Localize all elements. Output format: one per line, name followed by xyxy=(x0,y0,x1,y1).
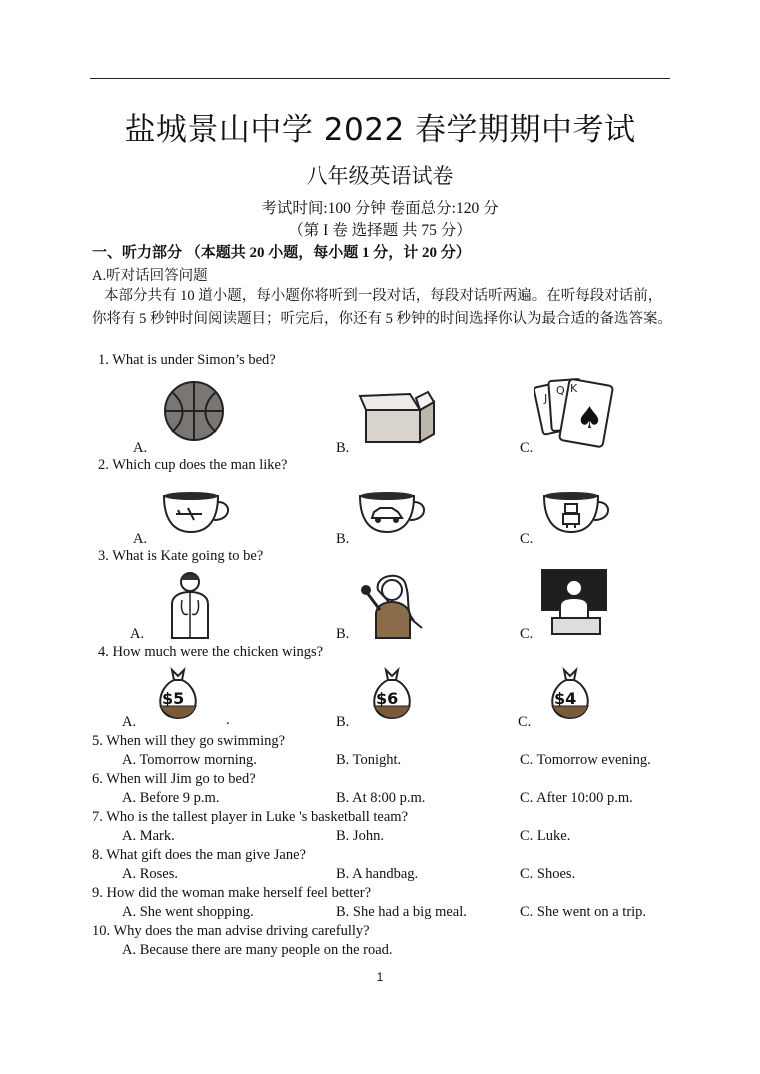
option-7b[interactable]: B. John. xyxy=(336,828,384,844)
svg-text:J: J xyxy=(544,392,548,405)
option-6a[interactable]: A. Before 9 p.m. xyxy=(122,790,220,806)
option-8c[interactable]: C. Shoes. xyxy=(520,866,576,882)
cup-plane-icon xyxy=(160,490,234,536)
section-heading: 一、听力部分 （本题共 20 小题，每小题 1 分，计 20 分） xyxy=(92,245,471,261)
question-10: 10. Why does the man advise driving carefully? xyxy=(92,923,370,939)
money-bag-6-icon xyxy=(364,666,420,722)
doctor-icon xyxy=(162,570,218,640)
singer-icon xyxy=(356,568,428,640)
option-7a[interactable]: A. Mark. xyxy=(122,828,175,844)
section-instructions: 本部分共有 10 道小题，每小题你将听到一段对话，每段对话听两遍。在听每段对话前，你将有 5 秒钟时间阅读题目；听完后，你还有 5 秒钟的时间选择你认为最合适的备选答案。 xyxy=(92,288,672,327)
basketball-icon xyxy=(158,380,230,442)
option-9c[interactable]: C. She went on a trip. xyxy=(520,904,647,920)
option-4b[interactable]: B. xyxy=(336,714,350,730)
option-5a[interactable]: A. Tomorrow morning. xyxy=(122,752,257,768)
option-7c[interactable]: C. Luke. xyxy=(520,828,571,844)
option-1b[interactable]: B. xyxy=(336,440,350,456)
section-subheading: A.听对话回答问题 xyxy=(92,268,208,284)
option-10a[interactable]: A. Because there are many people on the road. xyxy=(122,942,393,958)
question-5: 5. When will they go swimming? xyxy=(92,733,286,749)
option-2b[interactable]: B. xyxy=(336,531,350,547)
svg-text:♠: ♠ xyxy=(576,401,603,436)
exam-title: 盐城景山中学 2022 春学期期中考试 xyxy=(124,112,636,148)
bag-price: $5 xyxy=(162,689,185,708)
playing-cards-icon xyxy=(534,376,614,452)
svg-text:Q: Q xyxy=(556,384,565,397)
question-1: 1. What is under Simon’s bed? xyxy=(98,352,276,368)
header-rule xyxy=(90,78,670,79)
question-2: 2. Which cup does the man like? xyxy=(98,457,288,473)
bag-price: $4 xyxy=(554,689,577,708)
option-5b[interactable]: B. Tonight. xyxy=(336,752,402,768)
option-1c[interactable]: C. xyxy=(520,440,534,456)
money-bag-5-icon xyxy=(150,666,206,722)
option-2a[interactable]: A. xyxy=(133,531,148,547)
exam-subtitle: 八年级英语试卷 xyxy=(306,164,454,188)
option-4a[interactable]: A. xyxy=(122,714,137,730)
option-1a[interactable]: A. xyxy=(133,440,148,456)
option-5c[interactable]: C. Tomorrow evening. xyxy=(520,752,651,768)
option-9b[interactable]: B. She had a big meal. xyxy=(336,904,467,920)
question-7: 7. Who is the tallest player in Luke 's basketball team? xyxy=(92,809,409,825)
option-9a[interactable]: A. She went shopping. xyxy=(122,904,254,920)
option-4c[interactable]: C. xyxy=(518,714,532,730)
option-2c[interactable]: C. xyxy=(520,531,534,547)
option-4a-dot: . xyxy=(226,712,230,728)
question-3: 3. What is Kate going to be? xyxy=(98,548,264,564)
svg-text:K: K xyxy=(570,382,578,395)
cup-robot-icon xyxy=(540,490,614,536)
exam-info: 考试时间:100 分钟 卷面总分:120 分 xyxy=(261,200,499,217)
option-8b[interactable]: B. A handbag. xyxy=(336,866,419,882)
question-8: 8. What gift does the man give Jane? xyxy=(92,847,306,863)
question-6: 6. When will Jim go to bed? xyxy=(92,771,256,787)
question-4: 4. How much were the chicken wings? xyxy=(98,644,324,660)
option-3a[interactable]: A. xyxy=(130,626,145,642)
bag-price: $6 xyxy=(376,689,399,708)
option-6b[interactable]: B. At 8:00 p.m. xyxy=(336,790,426,806)
part-info: （第 I 卷 选择题 共 75 分） xyxy=(288,222,472,239)
money-bag-4-icon xyxy=(542,666,598,722)
option-3b[interactable]: B. xyxy=(336,626,350,642)
teacher-icon xyxy=(540,568,608,638)
option-6c[interactable]: C. After 10:00 p.m. xyxy=(520,790,633,806)
option-8a[interactable]: A. Roses. xyxy=(122,866,178,882)
question-9: 9. How did the woman make herself feel better? xyxy=(92,885,372,901)
box-icon xyxy=(358,390,438,446)
cup-car-icon xyxy=(356,490,430,536)
option-3c[interactable]: C. xyxy=(520,626,534,642)
page-number: 1 xyxy=(376,970,384,984)
